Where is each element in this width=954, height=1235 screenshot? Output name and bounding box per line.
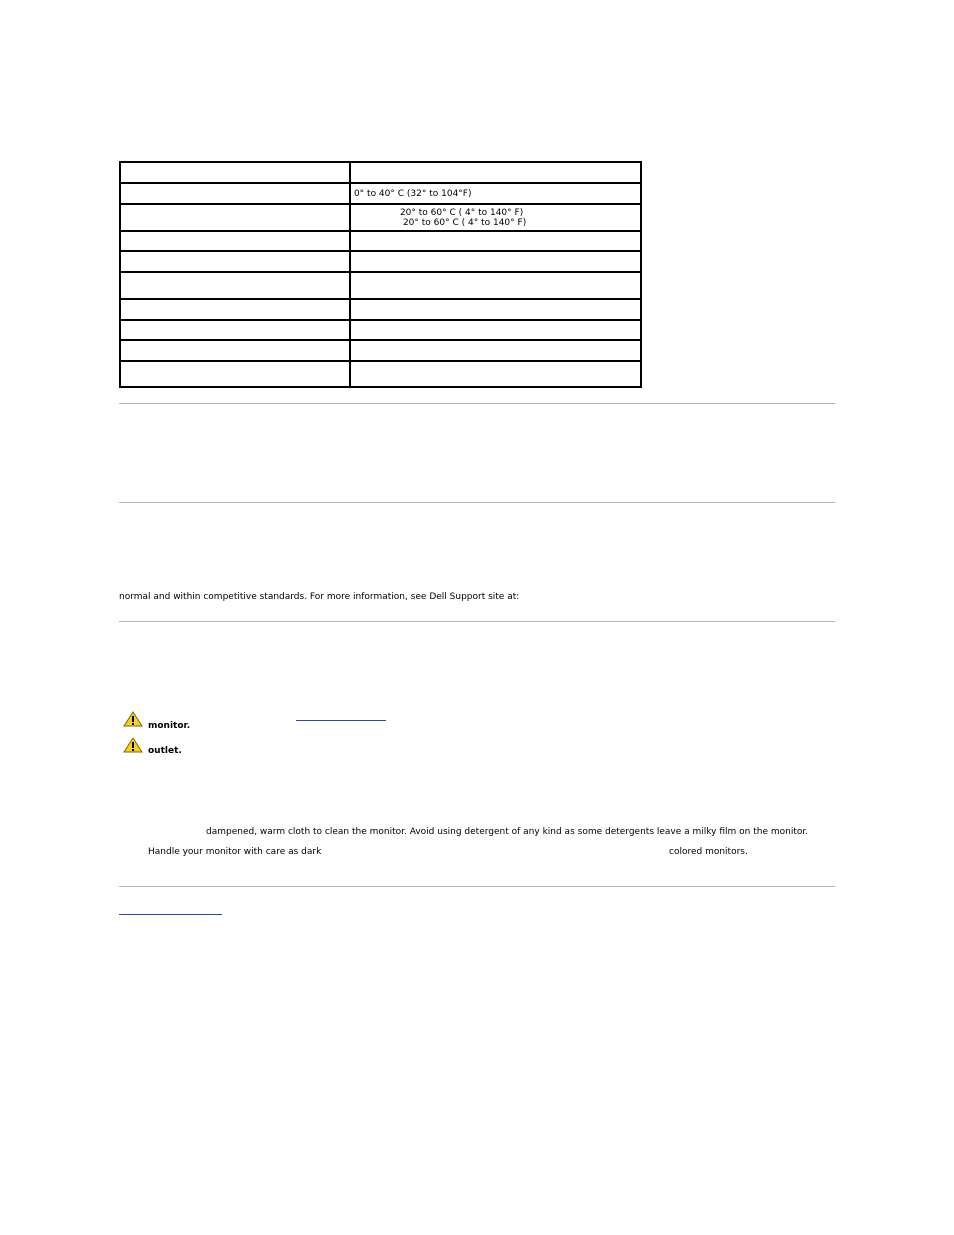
shipping-temp-line: 20° to 60° C ( 4° to 140° F) <box>402 217 527 228</box>
cleaning-instruction: dampened, warm cloth to clean the monitor. Avoid using detergent of any kind as some detergents leave a milky film on the monitor. <box>206 827 809 837</box>
caution-icon <box>123 711 143 727</box>
handling-instruction-end: colored monitors. <box>669 847 748 857</box>
caution-text: outlet. <box>148 746 182 756</box>
caution-text: monitor. <box>148 721 191 731</box>
safety-instructions-link[interactable] <box>296 720 386 721</box>
table-cell-value <box>350 251 641 272</box>
section-divider <box>119 621 835 622</box>
table-cell-value <box>350 320 641 340</box>
table-cell-label <box>120 251 350 272</box>
table-cell-value <box>350 162 641 183</box>
table-cell-value <box>350 204 641 231</box>
table-cell-value: 0° to 40° C (32° to 104°F) <box>350 183 641 204</box>
table-row <box>120 183 641 204</box>
table-row <box>120 299 641 320</box>
table-cell-value <box>350 299 641 320</box>
table-cell-value <box>350 340 641 361</box>
table-cell-label <box>120 340 350 361</box>
table-cell-label <box>120 183 350 204</box>
table-row <box>120 340 641 361</box>
table-cell-label <box>120 204 350 231</box>
table-row <box>120 162 641 183</box>
table-cell-label <box>120 299 350 320</box>
table-row <box>120 204 641 231</box>
table-cell-label <box>120 272 350 299</box>
table-cell-value <box>350 361 641 387</box>
table-cell-label <box>120 361 350 387</box>
table-row <box>120 272 641 299</box>
table-cell-label <box>120 231 350 251</box>
back-to-contents-link[interactable] <box>119 914 222 915</box>
table-cell-value <box>350 231 641 251</box>
section-divider <box>119 403 835 404</box>
section-divider <box>119 886 835 887</box>
table-row <box>120 361 641 387</box>
pixel-policy-text: normal and within competitive standards. For more information, see Dell Support site at: <box>119 592 520 602</box>
table-row <box>120 231 641 251</box>
handling-instruction: Handle your monitor with care as dark <box>148 847 322 857</box>
table-cell-value <box>350 272 641 299</box>
storage-temp-line: 20° to 60° C ( 4° to 140° F) <box>399 207 524 218</box>
section-divider <box>119 502 835 503</box>
table-row <box>120 251 641 272</box>
table-cell-label <box>120 320 350 340</box>
table-cell-label <box>120 162 350 183</box>
environmental-specs-table <box>119 161 642 388</box>
caution-icon <box>123 737 143 753</box>
table-row <box>120 320 641 340</box>
